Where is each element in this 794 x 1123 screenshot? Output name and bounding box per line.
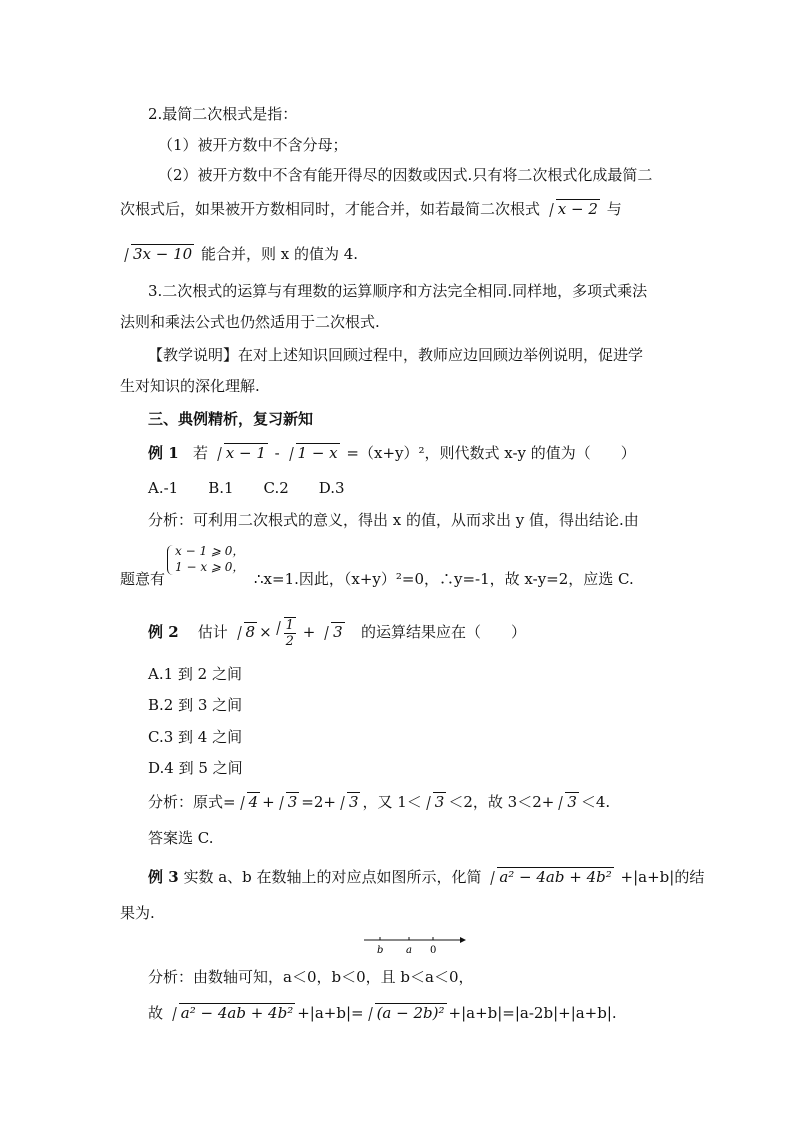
section-heading: 三、典例精析，复习新知 xyxy=(148,410,314,428)
radicand: 3x − 10 xyxy=(133,245,193,263)
radicand: 3 xyxy=(287,793,298,811)
sqrt-fraction xyxy=(274,617,296,649)
line-operations-cont: 法则和乘法公式也仍然适用于二次根式. xyxy=(120,313,380,331)
label-0: 0 xyxy=(430,945,437,956)
sqrt-expression xyxy=(488,867,613,887)
example-2-option-c: C.3 到 4 之间 xyxy=(148,728,243,746)
radicand: 3 xyxy=(333,623,343,641)
text: =2+ xyxy=(301,793,336,811)
sqrt-expression xyxy=(287,443,340,463)
line-condition-1: （1）被开方数中不含分母； xyxy=(158,136,348,154)
example-1-analysis: 分析：可利用二次根式的意义，得出 x 的值，从而求出 y 值，得出结论.由 xyxy=(148,511,639,529)
text: 实数 a、b 在数轴上的对应点如图所示，化简 xyxy=(183,868,482,886)
text: 若 xyxy=(192,444,208,462)
sqrt-expression xyxy=(235,622,258,642)
sqrt-expression xyxy=(122,244,194,264)
example-2-option-d: D.4 到 5 之间 xyxy=(148,759,243,777)
sqrt-expression xyxy=(170,1003,295,1023)
text: 能合并，则 x 的值为 4. xyxy=(200,245,359,263)
example-1-analysis-cont: 题意有 xyxy=(120,570,166,588)
axis-arrow-icon xyxy=(460,937,466,943)
text: +|a+b|=|a-2b|+|a+b|. xyxy=(448,1004,617,1022)
text: +|a+b|= xyxy=(297,1004,364,1022)
line-merge-result xyxy=(120,244,358,264)
example-1-options: A.-1 B.1 C.2 D.3 xyxy=(148,479,345,497)
radicand: (a − 2b)² xyxy=(376,1004,445,1022)
sqrt-expression xyxy=(238,792,261,812)
equation-system xyxy=(175,543,244,575)
sqrt-expression xyxy=(338,792,361,812)
text: =（x+y）²，则代数式 x-y 的值为（ ） xyxy=(346,444,636,462)
example-label: 例 3 xyxy=(148,868,179,886)
text: ，又 1＜ xyxy=(362,793,422,811)
example-1-conclusion: ∴x=1.因此，（x+y）²=0，∴y=-1，故 x-y=2，应选 C. xyxy=(254,570,634,588)
text: - xyxy=(274,444,280,462)
equation-row: 1 − x ⩾ 0， xyxy=(175,560,245,574)
example-1 xyxy=(148,443,636,463)
example-3-solution xyxy=(148,1003,617,1023)
radicand: 4 xyxy=(248,793,259,811)
line-condition-2: （2）被开方数中不含有能开得尽的因数或因式.只有将二次根式化成最简二 xyxy=(158,166,653,184)
radicand: 3 xyxy=(434,793,445,811)
text: ＜2，故 3＜2+ xyxy=(448,793,555,811)
line-operations: 3.二次根式的运算与有理数的运算顺序和方法完全相同.同样地，多项式乘法 xyxy=(148,282,648,300)
radicand: a² − 4ab + 4b² xyxy=(180,1004,294,1022)
sqrt-expression xyxy=(277,792,300,812)
text: +|a+b|的结 xyxy=(620,868,705,886)
plus-sign: + xyxy=(302,623,316,641)
denominator: 2 xyxy=(285,634,294,649)
example-2-option-b: B.2 到 3 之间 xyxy=(148,696,243,714)
example-2-answer: 答案选 C. xyxy=(148,829,214,847)
sqrt-expression xyxy=(424,792,447,812)
example-label: 例 1 xyxy=(148,444,179,462)
numerator: 1 xyxy=(285,618,294,633)
sqrt-expression xyxy=(215,443,268,463)
text: 分析：原式= xyxy=(148,793,236,811)
sqrt-expression xyxy=(322,622,345,642)
label-a: a xyxy=(406,945,412,956)
sqrt-expression xyxy=(366,1003,447,1023)
example-3-analysis: 分析：由数轴可知，a＜0，b＜0，且 b＜a＜0， xyxy=(148,968,474,986)
example-3-cont: 果为. xyxy=(120,904,155,922)
plus-sign: + xyxy=(262,793,275,811)
radicand: x − 2 xyxy=(557,200,598,218)
label-b: b xyxy=(377,945,384,956)
fraction xyxy=(284,617,296,649)
example-label: 例 2 xyxy=(148,623,179,641)
radicand: 3 xyxy=(567,793,577,811)
text: ＜4. xyxy=(580,793,611,811)
radicand: a² − 4ab + 4b² xyxy=(499,868,612,886)
times-sign: × xyxy=(259,623,272,641)
line-merge-radicals xyxy=(120,199,622,219)
text: 的运算结果应在（ ） xyxy=(360,623,526,641)
line-teaching-note: 【教学说明】在对上述知识回顾过程中，教师应边回顾边举例说明，促进学 xyxy=(148,346,644,364)
line-teaching-note-cont: 生对知识的深化理解. xyxy=(120,377,260,395)
example-2-analysis xyxy=(148,792,610,812)
sqrt-expression xyxy=(556,792,579,812)
radicand: 3 xyxy=(348,793,359,811)
example-3 xyxy=(148,867,704,887)
number-line-figure xyxy=(360,930,470,958)
text: 次根式后，如果被开方数相同时，才能合并，如若最简二次根式 xyxy=(120,200,541,218)
radicand: x − 1 xyxy=(225,444,266,462)
sqrt-expression xyxy=(547,199,600,219)
example-2-option-a: A.1 到 2 之间 xyxy=(148,665,242,683)
text: 与 xyxy=(606,200,622,218)
line-simplest-radical: 2.最简二次根式是指： xyxy=(148,105,298,123)
radicand: 8 xyxy=(245,623,256,641)
text: 故 xyxy=(148,1004,164,1022)
radicand: 1 − x xyxy=(297,444,338,462)
text: 估计 xyxy=(197,623,228,641)
example-2 xyxy=(148,617,526,649)
equation-row: x − 1 ⩾ 0， xyxy=(175,544,245,558)
